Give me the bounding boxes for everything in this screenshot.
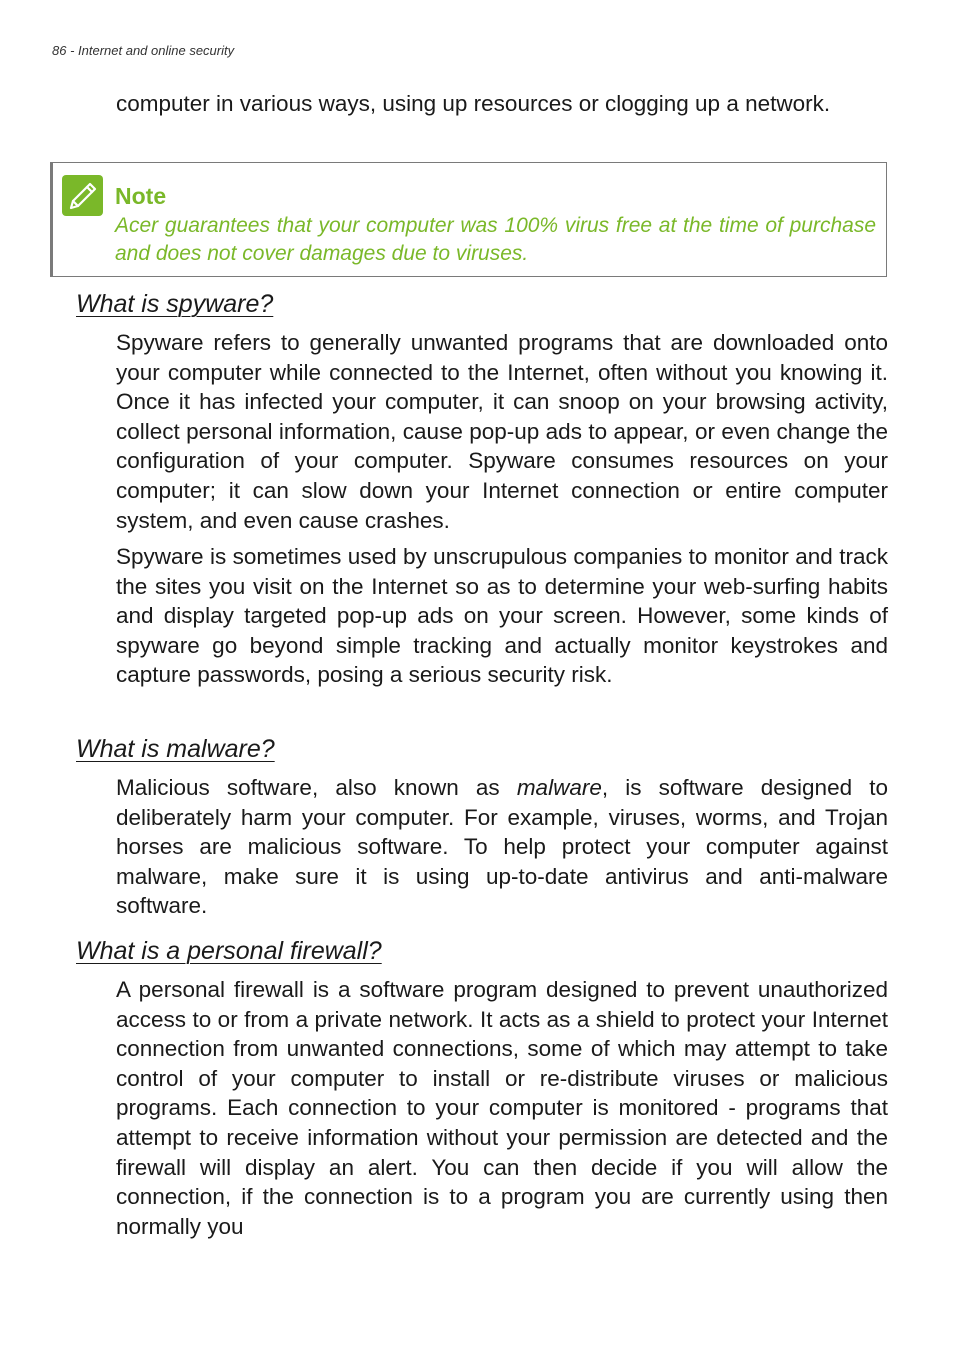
spyware-paragraph-2: Spyware is sometimes used by unscrupulous companies to monitor and track the sites you visit on the Internet so as to determine your web-surfing habits and display targeted pop-up ads on your screen. However, some kinds of spyware go beyond simple tracking and actually monitor keystrokes and capture passwords, posing a serious security risk. <box>116 544 888 688</box>
spyware-paragraph-1: Spyware refers to generally unwanted programs that are downloaded onto your computer while connected to the Internet, often without you knowing it. Once it has infected your computer, it can snoop on your browsing activity, collect personal information, cause pop-up ads to appear, or even change the configuration of your computer. Spyware consumes resources on your computer; it can slow down your Internet connection or entire computer system, and even cause crashes. <box>116 330 888 533</box>
pencil-icon <box>62 175 103 216</box>
note-box <box>50 162 887 277</box>
intro-paragraph: computer in various ways, using up resources or clogging up a network. <box>116 91 831 116</box>
note-title: Note <box>115 183 167 209</box>
heading-firewall: What is a personal firewall? <box>76 937 382 965</box>
firewall-paragraph: A personal firewall is a software program designed to prevent unauthorized access to or from a private network. It acts as a shield to protect your Internet connection from unwanted connections, some of which may attempt to take control of your computer to install or re-distribute viruses or malicious programs. Each connection to your computer is monitored - programs that attempt to receive information without your permission are detected and the firewall will display an alert. You can then decide if you will allow the connection, if the connection is to a program you are currently using then normally you <box>116 977 888 1239</box>
page-header: 86 - Internet and online security <box>52 43 235 58</box>
heading-malware: What is malware? <box>76 735 275 763</box>
malware-paragraph <box>116 773 888 921</box>
note-text: Acer guarantees that your computer was 100% virus free at the time of purchase and does not cover damages due to viruses. <box>115 214 876 265</box>
malware-text-before: Malicious software, also known as <box>116 775 517 800</box>
malware-text-after: , is software designed to deliberately harm your computer. For example, viruses, worms, and Trojan horses are malicious software. To help protect your computer against malware, make sure it is using up-to-date antivirus and anti-malware software. <box>116 775 888 919</box>
malware-emphasis: malware <box>516 775 602 800</box>
heading-spyware: What is spyware? <box>76 290 274 318</box>
